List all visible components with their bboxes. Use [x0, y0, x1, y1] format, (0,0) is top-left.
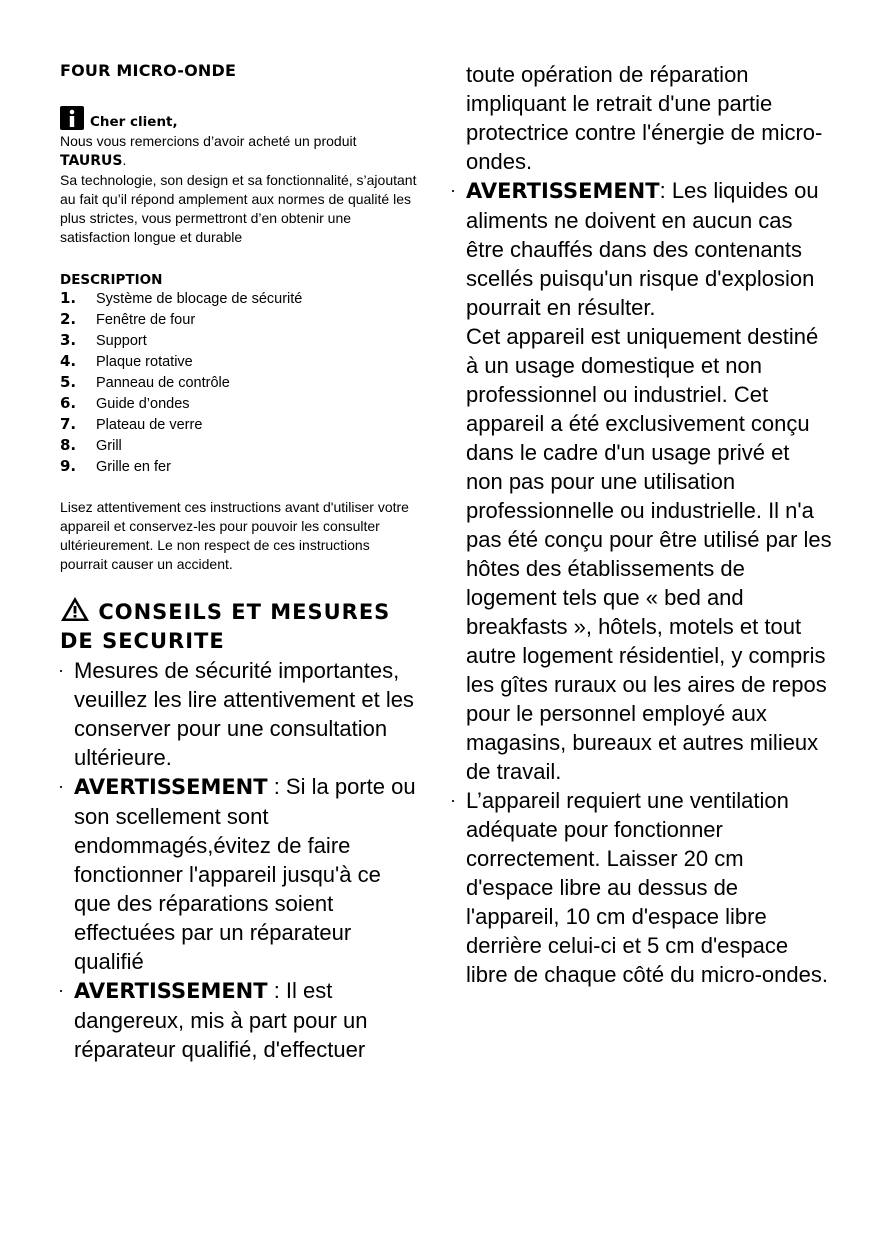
warning-keyword: AVERTISSEMENT	[466, 179, 660, 203]
greeting-intro: Nous vous remercions d’avoir acheté un produit TAURUS.	[60, 133, 357, 169]
domestic-use-paragraph: Cet appareil est uniquement destiné à un usage domestique et non professionnel ou industriel. Cet appareil a été exclusivement conçu dans le cadre d'un usage privé et non pas pour une utilisation professionnelle ou industrielle. Il n'a pas été conçu pour être utilisé par les hôtes des établissements de logement tels que « bed and breakfasts », hôtels, motels et tout autre logement résidentiel, y compris les gîtes ruraux ou les aires de repos pour le personnel employé aux magasins, bureaux et autres milieux de travail.	[466, 324, 832, 784]
description-item	[60, 289, 420, 310]
safety-bullet-2: · AVERTISSEMENT : Si la porte ou son scellement sont endommagés,évitez de faire fonctionner l'appareil jusqu'à ce que des réparations soient effectuées par un réparateur qualifié	[60, 772, 420, 976]
description-item	[60, 352, 420, 373]
left-column	[60, 60, 420, 1064]
description-item-label: Grille en fer	[96, 459, 171, 475]
description-item-label: Grill	[96, 438, 122, 454]
description-title: DESCRIPTION	[60, 272, 163, 288]
right-column	[452, 60, 832, 989]
description-item-label: Plateau de verre	[96, 417, 203, 433]
description-item-number: 7.	[60, 415, 77, 433]
brand-name: TAURUS	[60, 153, 123, 169]
description-item	[60, 457, 420, 478]
description-item	[60, 415, 420, 436]
description-item	[60, 436, 420, 457]
document-title: FOUR MICRO-ONDE	[60, 61, 237, 80]
description-item-label: Panneau de contrôle	[96, 375, 230, 391]
description-item-number: 3.	[60, 331, 77, 349]
description-item	[60, 310, 420, 331]
greeting-header	[60, 106, 420, 130]
description-item-label: Plaque rotative	[96, 354, 193, 370]
instructions-notice: Lisez attentivement ces instructions avant d'utiliser votre appareil et conservez-les pour pouvoir les consulter ultérieurement. Le non respect de ces instructions pourrait causer un accident.	[60, 499, 409, 572]
description-item-label: Support	[96, 333, 147, 349]
warning-icon	[60, 596, 90, 622]
description-item-number: 6.	[60, 394, 77, 412]
description-item	[60, 331, 420, 352]
description-item-label: Fenêtre de four	[96, 312, 196, 328]
description-item-number: 8.	[60, 436, 77, 454]
safety-bullet-4: · AVERTISSEMENT: Les liquides ou aliments ne doivent en aucun cas être chauffés dans des contenants scellés puisqu'un risque d'explosion pourrait en résulter.	[452, 176, 832, 322]
safety-bullet-5: · L’appareil requiert une ventilation adéquate pour fonctionner correctement. Laisser 20 cm d'espace libre au dessus de l'appareil, 10 cm d'espace libre derrière celui-ci et 5 cm d'espace libre de chaque côté du micro-ondes.	[452, 786, 832, 989]
info-icon	[60, 106, 84, 130]
safety-heading: CONSEILS ET MESURES DE SECURITE	[60, 596, 420, 656]
description-item-number: 4.	[60, 352, 77, 370]
greeting-body: Sa technologie, son design et sa fonctionnalité, s’ajoutant au fait qu’il répond amplement aux normes de qualité les plus strictes, vous permettront d’en obtenir une satisfaction longue et durable	[60, 172, 417, 245]
safety-bullet-3-continued: toute opération de réparation impliquant le retrait d'une partie protectrice contre l'énergie de micro-ondes.	[466, 62, 823, 174]
description-item-number: 2.	[60, 310, 77, 328]
safety-bullet-3: · AVERTISSEMENT : Il est dangereux, mis à part pour un réparateur qualifié, d'effectuer	[60, 976, 420, 1064]
description-item-number: 5.	[60, 373, 77, 391]
description-item	[60, 394, 420, 415]
description-list	[60, 289, 420, 478]
description-item-number: 1.	[60, 289, 77, 307]
greeting-title: Cher client,	[90, 114, 178, 130]
description-item	[60, 373, 420, 394]
description-item-number: 9.	[60, 457, 77, 475]
description-item-label: Système de blocage de sécurité	[96, 291, 303, 307]
safety-bullet-1: · Mesures de sécurité importantes, veuillez les lire attentivement et les conserver pour une consultation ultérieure.	[60, 656, 420, 772]
warning-keyword: AVERTISSEMENT	[74, 979, 268, 1003]
warning-keyword: AVERTISSEMENT	[74, 775, 268, 799]
description-item-label: Guide d’ondes	[96, 396, 190, 412]
